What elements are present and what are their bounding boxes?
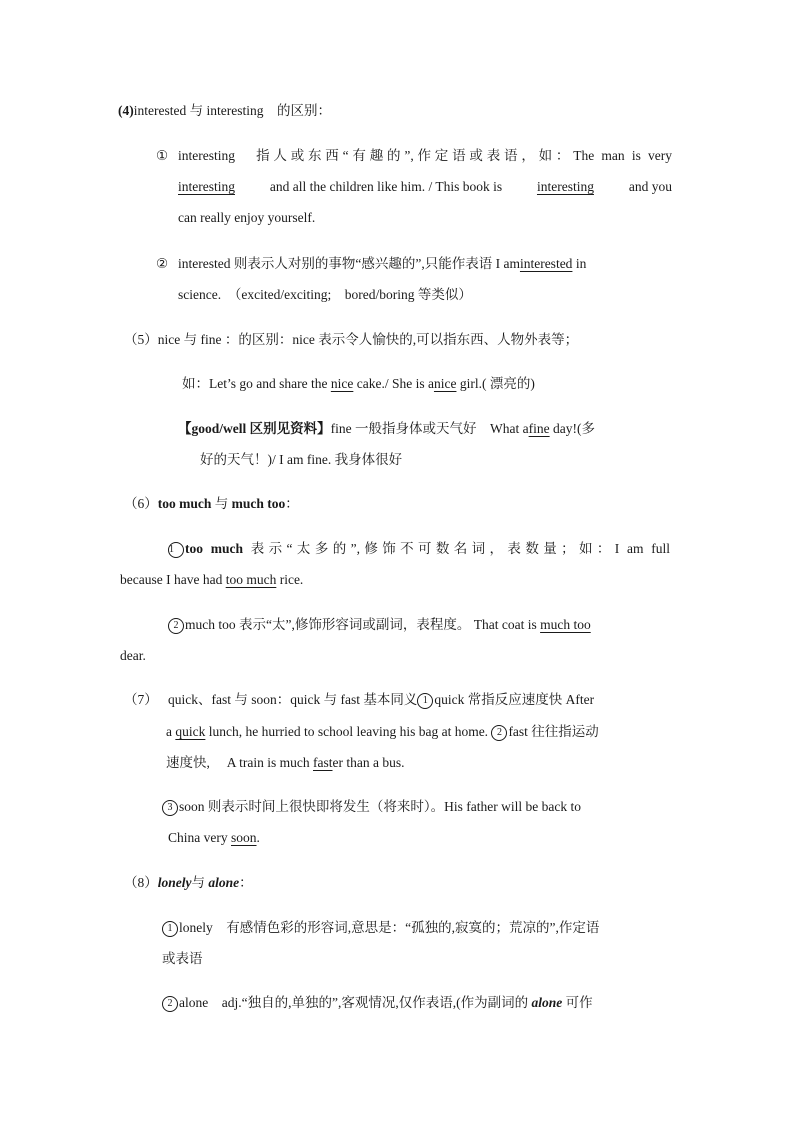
text-span: lunch, he hurried to school leaving his bag at home. [208,724,489,739]
underlined-word: fast [313,755,333,770]
underlined-word: soon [231,830,257,845]
s4-point1-line1: interesting 指人或东西“有趣的”,作定语或表语，如：The man is very [178,148,672,163]
s6-point1-line1 [168,539,670,559]
heading-4-text: interested 与 interesting 的区别： [133,103,331,118]
text-span: in [575,256,587,271]
circled-number: 1 [417,693,433,709]
heading-4 [118,101,331,121]
text-span: 与 [214,496,229,511]
s7-line1 [168,690,594,710]
text-span: girl.( 漂亮的) [459,376,535,391]
text-span: 速度快, A train is much [166,755,310,770]
heading-8-number: （8） [124,875,158,890]
term: alone [531,995,563,1010]
text-span: 与 [191,875,205,890]
text-span: quick 常指反应速度快 After [434,692,595,707]
text-span: lonely 有感情色彩的形容词,意思是：“孤独的,寂寞的；荒凉的”,作定语 [179,920,600,935]
s4-point1-line2 [178,177,672,197]
text-span: and all the children like him. / This book is [269,179,503,194]
term: lonely [157,875,192,890]
s4-point2-line2: science. （excited/exciting; bored/boring 等类似） [178,287,472,302]
text-span: alone adj.“独自的,单独的”,客观情况,仅作表语,(作为副词的 [179,995,529,1010]
s4-point1-number: ① [156,148,169,163]
text-span: because I have had [120,572,223,587]
text-span: a [166,724,172,739]
circled-number: 2 [162,996,178,1012]
text-span: fine 一般指身体或天气好 What a [330,421,529,436]
text-span: 表示“太多的”,修饰不可数名词，表数量；如：I am full [250,541,671,556]
s4-point1-line3: can really enjoy yourself. [178,210,316,225]
text-span: interested 则表示人对别的事物“感兴趣的”,只能作表语 I am [178,256,520,271]
heading-8 [124,873,253,893]
term: too much [157,496,212,511]
text-span: ： [239,875,253,890]
s7-line2 [166,722,599,742]
underlined-word: fine [528,421,550,436]
circled-number: 1 [162,921,178,937]
text-span: er than a bus. [332,755,405,770]
text-span: rice. [279,572,304,587]
circled-number: 3 [162,800,178,816]
heading-6-number: （6） [124,496,158,511]
s7-line3 [166,753,404,773]
text-span: China very [168,830,228,845]
s7-point3-line1 [162,797,581,817]
term: alone [208,875,240,890]
s5-goodwell-line2: 好的天气！)/ I am fine. 我身体很好 [200,452,403,467]
circled-number: 2 [168,618,184,634]
s6-point2-line2: dear. [120,648,146,663]
circled-number: 1 [168,542,184,558]
underlined-word: quick [175,724,206,739]
text-span: and you [628,179,672,194]
s8-point2-line1 [162,993,593,1013]
text-span: much too 表示“太”,修饰形容词或副词，表程度。 That coat is [185,617,537,632]
s7-point3-line2 [168,828,260,848]
heading-6 [124,494,299,514]
circled-number: 2 [491,725,507,741]
reference-tag: 【good/well 区别见资料】 [178,421,331,436]
s8-point1-line1 [162,918,599,938]
underlined-word: nice [330,376,354,391]
s6-point1-line2 [120,570,303,590]
s6-point2-line1 [168,615,591,635]
underlined-word: interesting [536,179,594,194]
heading-5: （5）nice 与 fine ：的区别：nice 表示令人愉快的,可以指东西、人物外表等； [124,332,579,347]
underlined-word: too much [225,572,277,587]
text-span: 如：Let’s go and share the [182,376,328,391]
text-span: soon 则表示时间上很快即将发生（将来时）。His father will be back to [179,799,581,814]
text-span: cake./ She is a [356,376,434,391]
text-span: quick、fast 与 soon：quick 与 fast 基本同义 [168,692,418,707]
text-span: ： [285,496,299,511]
text-span: 可作 [565,995,593,1010]
term: much too [231,496,286,511]
s4-point2-line1 [178,254,586,274]
underlined-word: interested [519,256,573,271]
underlined-word: interesting [178,179,235,194]
s4-point2-number: ② [156,256,169,271]
underlined-word: much too [540,617,591,632]
heading-4-number: (4) [118,103,134,118]
underlined-word: nice [433,376,457,391]
heading-7: （7） [124,692,158,707]
term: too much [185,541,244,556]
s5-goodwell-line1 [178,419,595,439]
s8-point1-line2: 或表语 [162,951,203,966]
text-span: . [256,830,260,845]
s5-example [182,374,535,394]
text-span: day!(多 [552,421,595,436]
text-span: fast 往往指运动 [508,724,599,739]
